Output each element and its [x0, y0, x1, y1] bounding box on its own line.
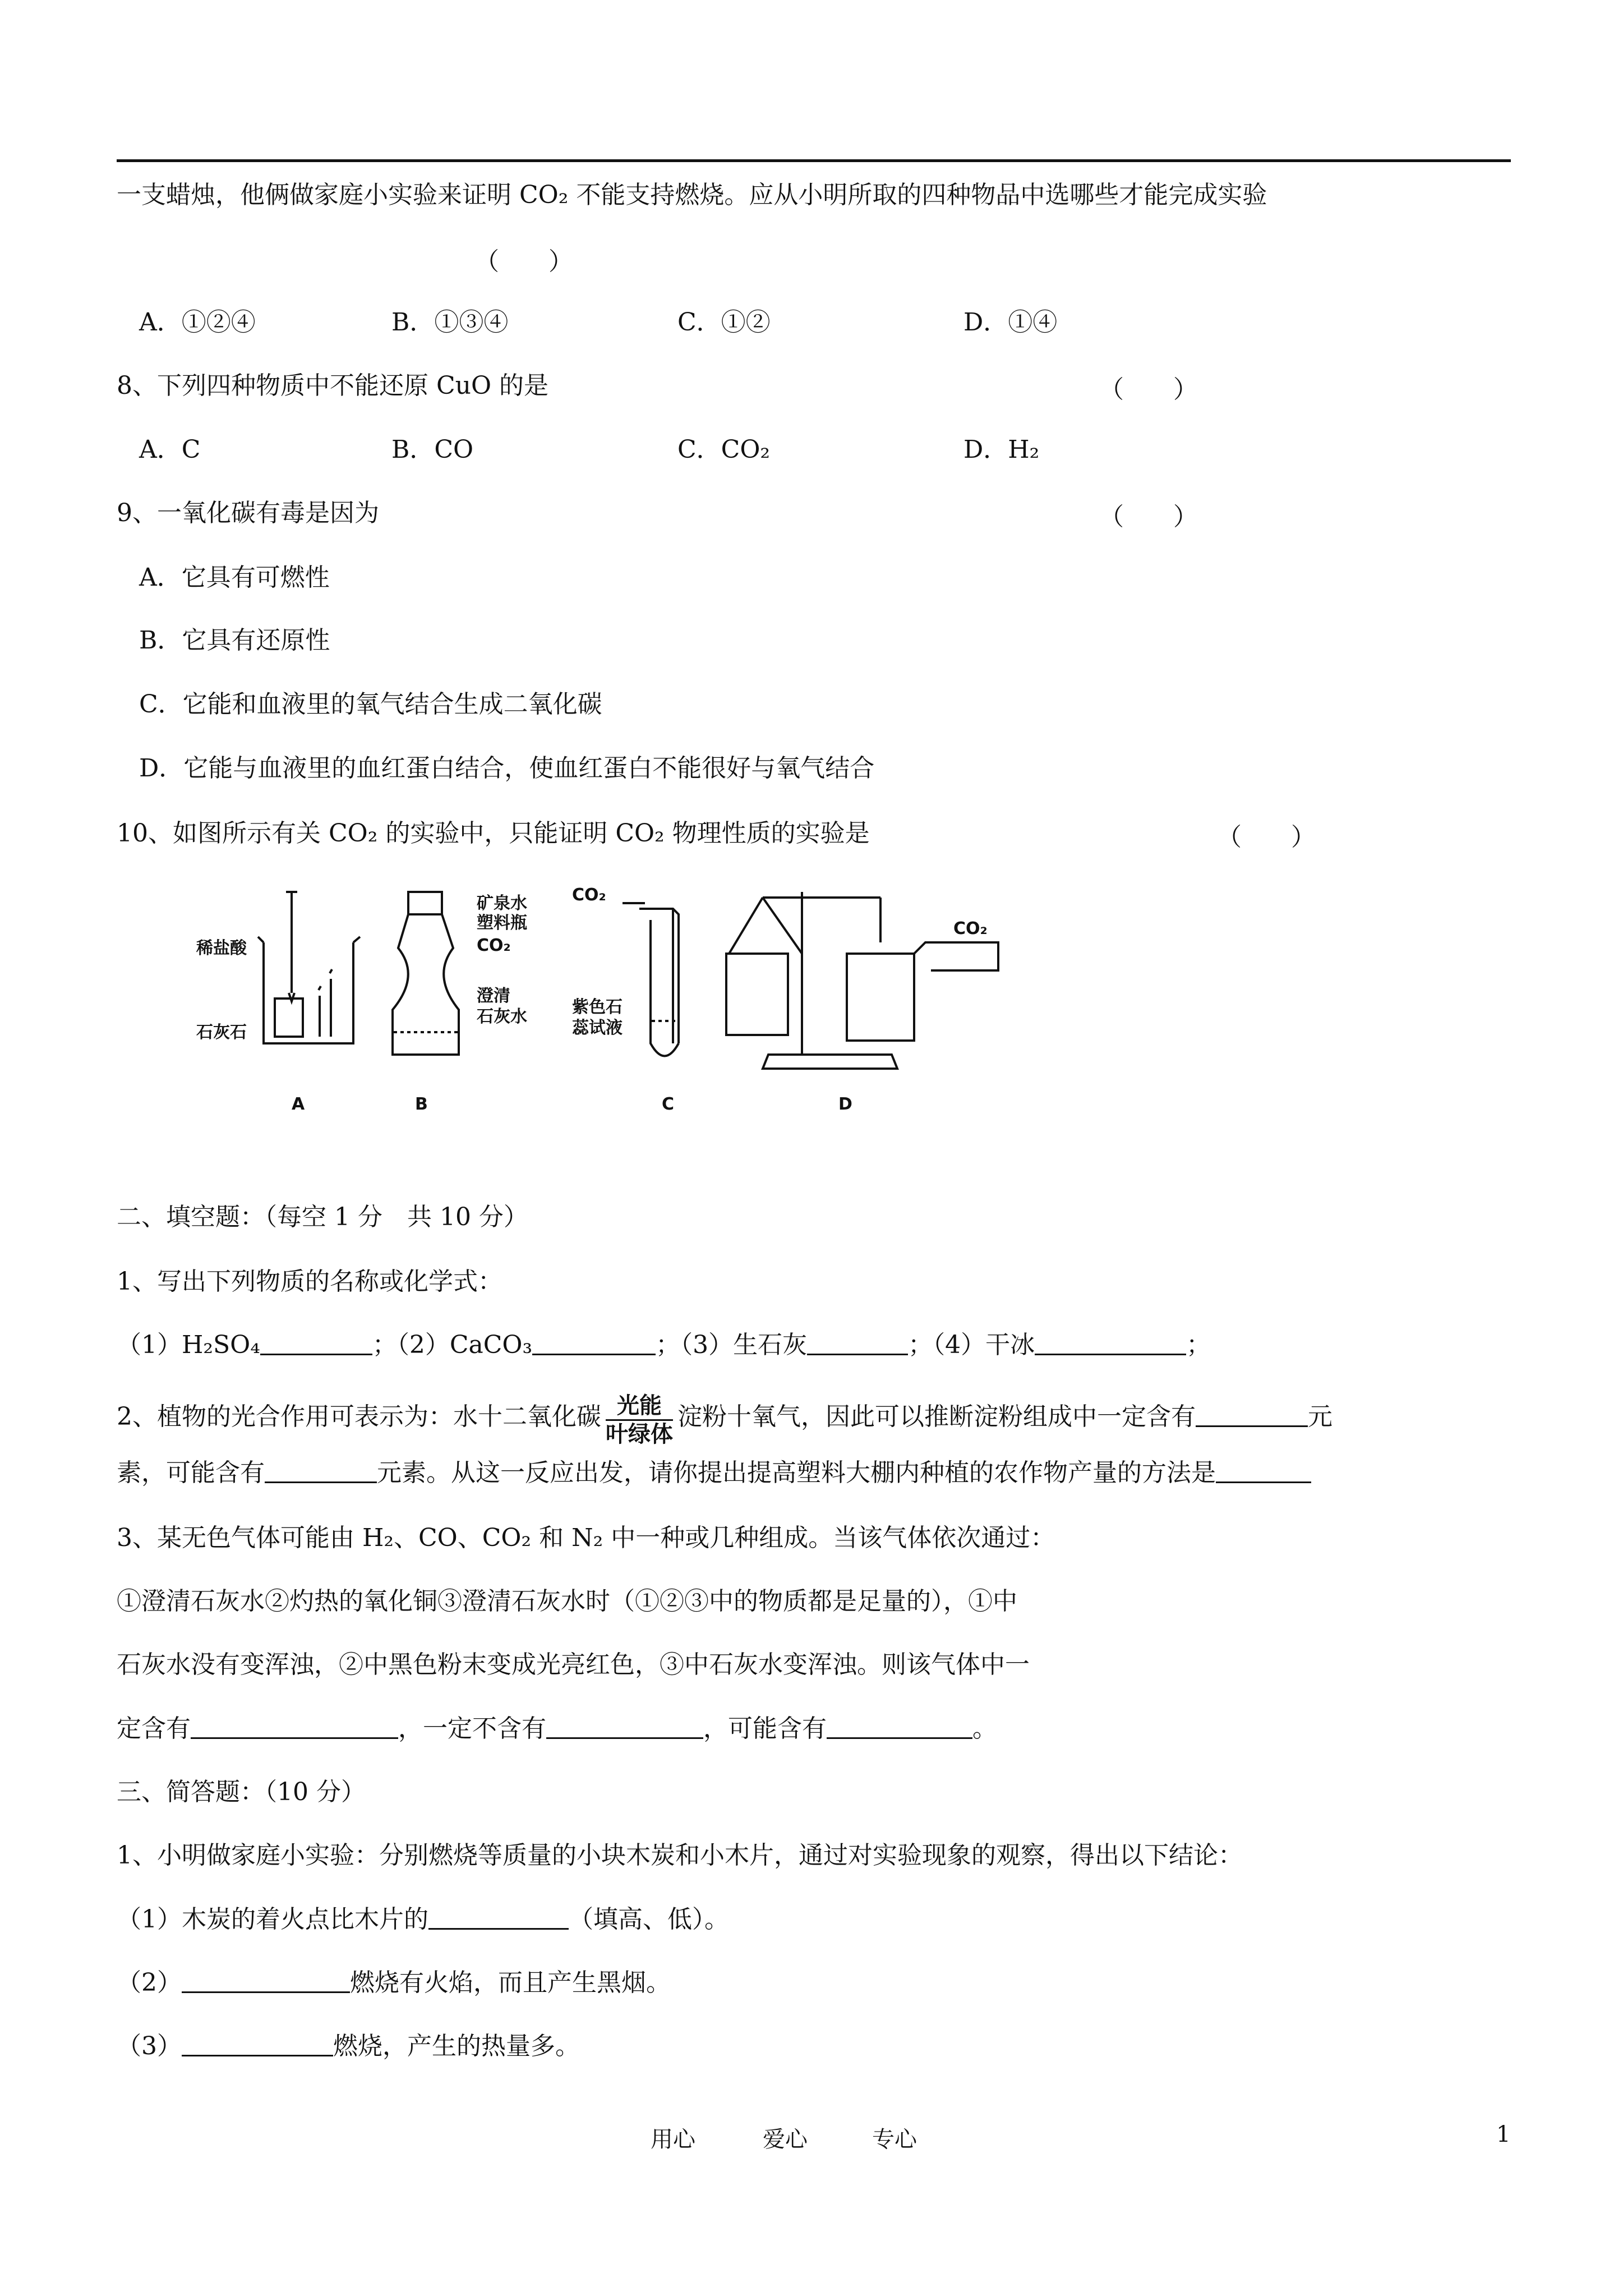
section3-q1-stem: 1、小明做家庭小实验：分别燃烧等质量的小块木炭和小木片，通过对实验现象的观察，得出以下结论：	[117, 1841, 1243, 1870]
label-litmus-2: 蕊试液	[572, 1018, 623, 1038]
page-number: 1	[1496, 2122, 1511, 2147]
p1-text-b: （填高、低）。	[569, 1905, 729, 1934]
q7-stem: 一支蜡烛，他俩做家庭小实验来证明 CO₂ 不能支持燃烧。应从小明所取的四种物品中选哪些才能完成实验	[117, 181, 1267, 209]
q7-option-c: C．①②	[677, 308, 771, 337]
q2-text-b: 淀粉十氧气，因此可以推断淀粉组成中一定含有	[677, 1402, 1196, 1431]
caption-c: C	[662, 1094, 675, 1114]
q9-option-b: B．它具有还原性	[139, 626, 330, 655]
q8-option-d: D．H₂	[963, 435, 1040, 464]
section3-title: 三、简答题：（10 分）	[117, 1778, 366, 1806]
apparatus-d	[726, 892, 998, 1069]
header-rule	[117, 159, 1511, 162]
label-limewater-2: 石灰水	[477, 1007, 527, 1027]
q8-options	[139, 433, 1039, 467]
p3-text-b: 燃烧，产生的热量多。	[333, 2032, 580, 2060]
blank-7[interactable]	[1216, 1457, 1311, 1483]
blank-2[interactable]	[532, 1329, 656, 1355]
item-dry-ice: ；（4）干冰	[908, 1331, 1035, 1359]
p1-text-a: （1）木炭的着火点比木片的	[117, 1905, 428, 1934]
q9-option-d: D．它能与血液里的血红蛋白结合，使血红蛋白不能很好与氧气结合	[139, 754, 875, 783]
co2-experiment-figure	[185, 875, 1026, 1139]
q8-option-b: B．CO	[391, 435, 474, 464]
section3-q1-part3	[117, 2030, 580, 2063]
blank-12[interactable]	[182, 1967, 350, 1993]
blank-4[interactable]	[1035, 1329, 1186, 1355]
blank-13[interactable]	[182, 2030, 333, 2056]
item-quicklime: ；（3）生石灰	[656, 1331, 808, 1359]
p3-text-a: （3）	[117, 2032, 182, 2060]
section2-q3-line3: 石灰水没有变浑浊，②中黑色粉末变成光亮红色，③中石灰水变浑浊。则该气体中一	[117, 1650, 1030, 1679]
q7-answer-paren: （ ）	[474, 247, 573, 276]
q7-options	[139, 306, 1057, 339]
q8-option-a: A．C	[139, 435, 201, 464]
section2-q3-line4	[117, 1712, 997, 1746]
label-bottle-2: 塑料瓶	[477, 913, 527, 933]
q10-answer-paren: （ ）	[1217, 823, 1316, 852]
footer-motto-1: 用心	[651, 2127, 695, 2152]
footer-motto-2: 爱心	[763, 2127, 808, 2152]
section2-q2-line1	[117, 1392, 1332, 1448]
apparatus-b	[393, 892, 527, 1055]
label-limestone: 石灰石	[196, 1023, 247, 1042]
label-litmus-1: 紫色石	[572, 997, 623, 1017]
apparatus-a	[196, 892, 360, 1043]
p2-text-b: 燃烧有火焰，而且产生黑烟。	[350, 1968, 671, 1997]
blank-5[interactable]	[1196, 1401, 1308, 1427]
label-bottle-1: 矿泉水	[477, 894, 527, 913]
blank-6[interactable]	[265, 1457, 377, 1483]
q8-option-c: C．CO₂	[677, 435, 771, 464]
blank-1[interactable]	[260, 1329, 372, 1355]
section2-q3-line1: 3、某无色气体可能由 H₂、CO、CO₂ 和 N₂ 中一种或几种组成。当该气体依次通过：	[117, 1524, 1055, 1552]
label-co2-c: CO₂	[572, 885, 606, 905]
q3-text-4: 。	[972, 1714, 997, 1743]
apparatus-c	[572, 885, 679, 1056]
item-h2so4: （1）H₂SO₄	[117, 1331, 260, 1359]
section2-q2-line2	[117, 1456, 1311, 1490]
section2-q1-items	[117, 1328, 1211, 1362]
section3-q1-part1	[117, 1903, 729, 1936]
blank-8[interactable]	[191, 1713, 398, 1739]
q9-stem: 9、一氧化碳有毒是因为	[117, 499, 379, 527]
label-co2-d: CO₂	[953, 919, 988, 938]
condition-chlorophyll: 叶绿体	[606, 1421, 673, 1447]
caption-d: D	[838, 1094, 852, 1114]
q9-answer-paren: （ ）	[1099, 503, 1198, 531]
blank-10[interactable]	[827, 1713, 972, 1739]
item-end: ；	[1186, 1331, 1211, 1359]
section2-q3-line2: ①澄清石灰水②灼热的氧化铜③澄清石灰水时（①②③中的物质都是足量的），①中	[117, 1587, 1017, 1616]
section2-q1-stem: 1、写出下列物质的名称或化学式：	[117, 1267, 502, 1296]
q7-option-b: B．①③④	[391, 308, 509, 337]
q3-text-1: 定含有	[117, 1714, 191, 1743]
p2-text-a: （2）	[117, 1968, 182, 1997]
q2-text-d: 素，可能含有	[117, 1458, 265, 1487]
q3-text-2: ，一定不含有	[398, 1714, 546, 1743]
caption-b: B	[415, 1094, 428, 1114]
q3-text-3: ，可能含有	[703, 1714, 827, 1743]
q9-option-c: C．它能和血液里的氧气结合生成二氧化碳	[139, 690, 602, 719]
q7-option-d: D．①④	[963, 308, 1058, 337]
photosynthesis-condition	[606, 1392, 673, 1448]
caption-a: A	[292, 1094, 305, 1114]
q2-text-e: 元素。从这一反应出发，请你提出提高塑料大棚内种植的农作物产量的方法是	[377, 1458, 1216, 1487]
item-caco3: ；（2）CaCO₃	[372, 1331, 533, 1359]
q9-option-a: A．它具有可燃性	[139, 563, 330, 592]
label-co2-b: CO₂	[477, 936, 511, 955]
q8-answer-paren: （ ）	[1099, 375, 1198, 404]
label-limewater-1: 澄清	[477, 986, 510, 1006]
footer-motto-3: 专心	[872, 2127, 917, 2152]
q2-text-c: 元	[1308, 1402, 1332, 1431]
blank-9[interactable]	[546, 1713, 703, 1739]
condition-light: 光能	[606, 1392, 673, 1421]
section2-title: 二、填空题：（每空 1 分 共 10 分）	[117, 1203, 528, 1231]
q2-text-a: 2、植物的光合作用可表示为：水十二氧化碳	[117, 1402, 601, 1431]
blank-11[interactable]	[428, 1903, 569, 1930]
q10-stem: 10、如图所示有关 CO₂ 的实验中，只能证明 CO₂ 物理性质的实验是	[117, 819, 870, 848]
q8-stem: 8、下列四种物质中不能还原 CuO 的是	[117, 371, 549, 400]
q7-option-a: A．①②④	[139, 308, 256, 337]
label-dilute-acid: 稀盐酸	[196, 938, 247, 958]
blank-3[interactable]	[807, 1329, 908, 1355]
section3-q1-part2	[117, 1966, 671, 2000]
